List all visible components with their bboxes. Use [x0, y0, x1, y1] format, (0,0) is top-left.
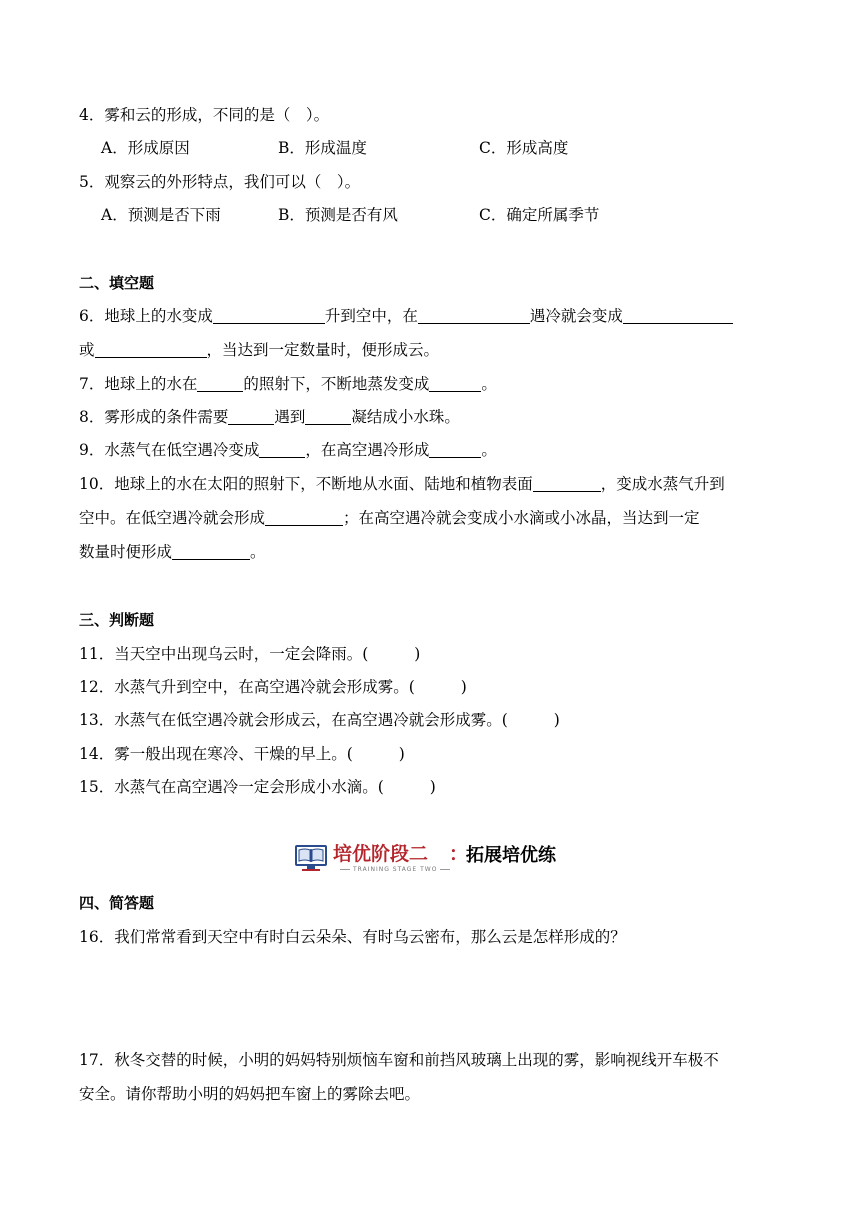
question-5-option-b: B．预测是否有风	[278, 206, 398, 224]
question-6-line2	[79, 339, 439, 361]
question-5-stem: 5．观察云的外形特点，我们可以（ ）。	[79, 173, 361, 191]
q12-text: 12．水蒸气升到空中，在高空遇冷就会形成雾。(	[79, 678, 415, 696]
q11-text: 11．当天空中出现乌云时，一定会降雨。(	[79, 645, 369, 663]
question-5-option-a: A．预测是否下雨	[101, 206, 221, 224]
q10-text-4: ；在高空遇冷就会变成小水滴或小冰晶，当达到一定	[343, 509, 700, 527]
answer-blank[interactable]	[418, 307, 530, 324]
question-10-line3	[79, 541, 266, 563]
answer-blank[interactable]	[533, 475, 601, 492]
section-2-title: 二、填空题	[79, 274, 155, 292]
answer-blank[interactable]	[623, 307, 733, 324]
question-13	[79, 709, 560, 731]
paren-close: )	[553, 711, 560, 729]
q9-text-1: 9．水蒸气在低空遇冷变成	[79, 441, 260, 459]
answer-blank[interactable]	[213, 307, 325, 324]
stage-colon: ：	[449, 843, 469, 865]
paren-close: )	[414, 645, 421, 663]
stage-main-title: 拓展培优练	[466, 845, 556, 866]
question-14	[79, 743, 405, 765]
q6-text-2: 升到空中，在	[324, 307, 418, 325]
question-9	[79, 439, 497, 461]
stage-subtitle: TRAINING STAGE TWO	[337, 866, 453, 873]
q7-text-3: 。	[481, 375, 497, 393]
q6-text-1: 6．地球上的水变成	[79, 307, 213, 325]
q6-text-3: 遇冷就会变成	[529, 307, 623, 325]
question-15	[79, 776, 436, 798]
q10-text-1: 10．地球上的水在太阳的照射下，不断地从水面、陆地和植物表面	[79, 475, 533, 493]
answer-blank[interactable]	[305, 408, 351, 425]
q7-text-2: 的照射下，不断地蒸发变成	[243, 375, 430, 393]
section-4-title: 四、简答题	[79, 894, 155, 912]
question-4-stem: 4．雾和云的形成，不同的是（ ）。	[79, 106, 330, 124]
question-4-option-a: A．形成原因	[101, 139, 190, 157]
paren-close: )	[429, 778, 436, 796]
section-3-title: 三、判断题	[79, 611, 155, 629]
question-7	[79, 373, 497, 395]
answer-blank[interactable]	[259, 441, 305, 458]
question-17-line2: 安全。请你帮助小明的妈妈把车窗上的雾除去吧。	[79, 1085, 421, 1103]
q7-text-1: 7．地球上的水在	[79, 375, 198, 393]
stage-title: 培优阶段二	[333, 843, 429, 865]
q8-text-3: 凝结成小水珠。	[351, 408, 460, 426]
q8-text-1: 8．雾形成的条件需要	[79, 408, 229, 426]
q9-text-2: ，在高空遇冷形成	[305, 441, 430, 459]
training-stage-banner	[293, 841, 583, 877]
q13-text: 13．水蒸气在低空遇冷就会形成云，在高空遇冷就会形成雾。(	[79, 711, 508, 729]
answer-blank[interactable]	[429, 441, 481, 458]
q6-text-5: ，当达到一定数量时，便形成云。	[206, 341, 440, 359]
answer-blank[interactable]	[197, 375, 243, 392]
answer-blank[interactable]	[95, 341, 207, 358]
answer-blank[interactable]	[172, 543, 250, 560]
question-16: 16．我们常常看到天空中有时白云朵朵、有时乌云密布，那么云是怎样形成的？	[79, 928, 626, 946]
answer-blank[interactable]	[265, 509, 343, 526]
paren-close: )	[460, 678, 467, 696]
q15-text: 15．水蒸气在高空遇冷一定会形成小水滴。(	[79, 778, 384, 796]
q10-text-2: ，变成水蒸气升到	[600, 475, 725, 493]
q6-text-4: 或	[79, 341, 95, 359]
book-monitor-icon	[293, 843, 329, 873]
q10-text-5: 数量时便形成	[79, 543, 173, 561]
question-4-option-c: C．形成高度	[479, 139, 569, 157]
question-8	[79, 406, 460, 428]
q14-text: 14．雾一般出现在寒冷、干燥的早上。(	[79, 745, 353, 763]
q9-text-3: 。	[481, 441, 497, 459]
question-17-line1: 17．秋冬交替的时候，小明的妈妈特别烦恼车窗和前挡风玻璃上出现的雾，影响视线开车极不	[79, 1051, 719, 1069]
answer-blank[interactable]	[228, 408, 274, 425]
paren-close: )	[398, 745, 405, 763]
question-5-option-c: C．确定所属季节	[479, 206, 600, 224]
question-10-line2	[79, 507, 700, 529]
question-12	[79, 676, 467, 698]
question-4-option-b: B．形成温度	[278, 139, 367, 157]
answer-blank[interactable]	[429, 375, 481, 392]
question-11	[79, 643, 420, 665]
q10-text-6: 。	[250, 543, 266, 561]
q10-text-3: 空中。在低空遇冷就会形成	[79, 509, 266, 527]
q8-text-2: 遇到	[274, 408, 306, 426]
question-10-line1	[79, 473, 725, 495]
question-6-line1	[79, 305, 733, 327]
